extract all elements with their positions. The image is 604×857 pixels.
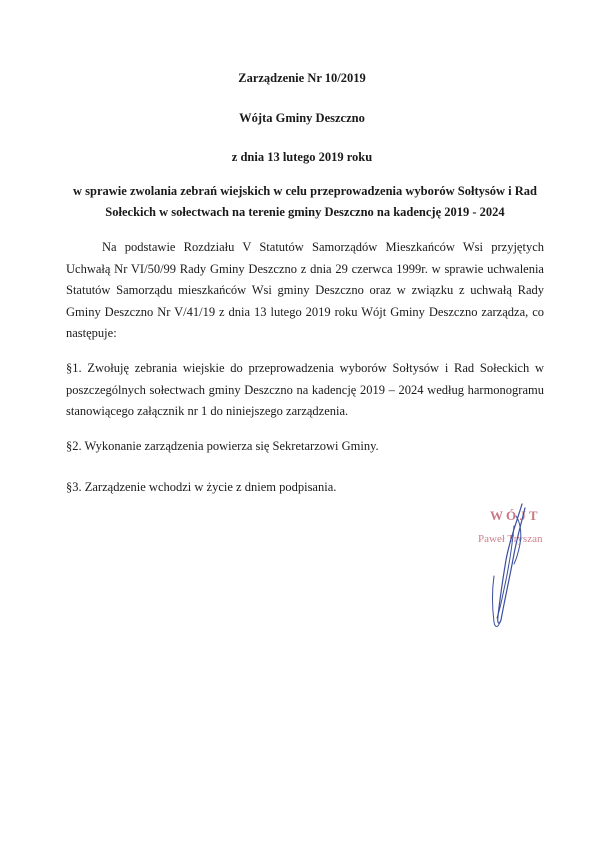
paragraph-3: §3. Zarządzenie wchodzi w życie z dniem podpisania. (66, 480, 337, 494)
stamp-title: W Ó J T (490, 508, 538, 523)
document-subject: w sprawie zwolania zebrań wiejskich w celu przeprowadzenia wyborów Sołtysów i Rad Sołeckich w sołectwach na terenie gminy Deszczno na kadencję 2019 - 2024 (73, 184, 537, 219)
document-issuer: Wójta Gminy Deszczno (239, 111, 365, 125)
paragraph-2: §2. Wykonanie zarządzenia powierza się Sekretarzowi Gminy. (66, 439, 379, 453)
document-title: Zarządzenie Nr 10/2019 (238, 71, 366, 85)
paragraph-1: §1. Zwołuję zebrania wiejskie do przeprowadzenia wyborów Sołtysów i Rad Sołeckich w poszczególnych sołectwach gminy Deszczno na kadencję 2019 – 2024 według harmonogramu stanowiącego załącznik nr 1 do niniejszego zarządzenia. (66, 361, 544, 418)
signature-stroke-3 (493, 576, 501, 627)
document-date: z dnia 13 lutego 2019 roku (231, 150, 373, 164)
preamble-paragraph: Na podstawie Rozdziału V Statutów Samorządów Mieszkańców Wsi przyjętych Uchwałą Nr VI/50/99 Rady Gminy Deszczno z dnia 29 czerwca 1999r. w sprawie uchwalenia Statutów Samorządu mieszkańców Wsi gminy Deszczno oraz w związku z uchwałą Rady Gminy Deszczno Nr V/41/19 z dnia 13 lutego 2019 roku Wójt Gminy Deszczno zarządza, co następuje: (66, 240, 544, 340)
signature-stamp (470, 498, 580, 633)
stamp-name: Paweł Tryszan (478, 533, 543, 545)
